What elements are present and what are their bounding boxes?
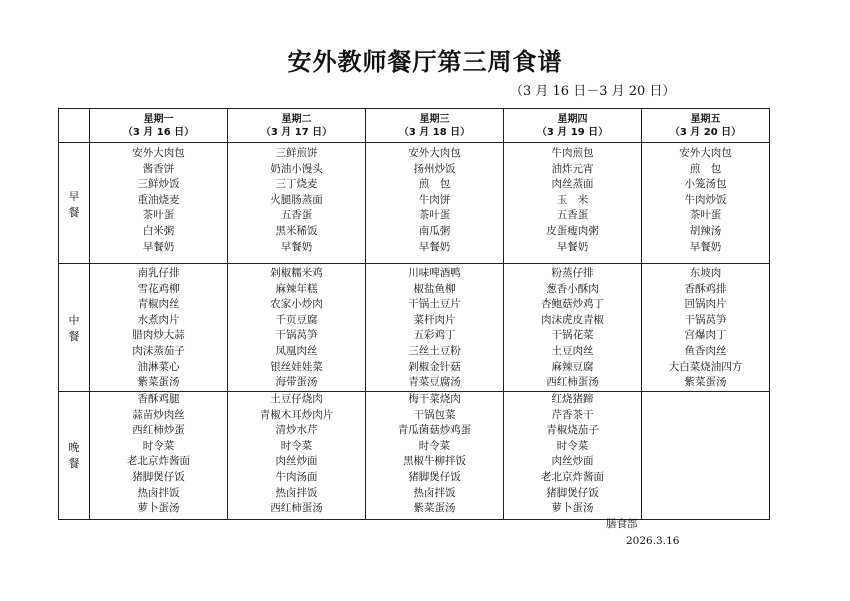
dish-item: 老北京炸酱面 bbox=[541, 470, 604, 483]
dinner-row bbox=[59, 392, 770, 520]
dish-item: 三鲜炒饭 bbox=[137, 178, 180, 191]
dish-item: 粉蒸仔排 bbox=[551, 267, 594, 279]
meal-label-char: 餐 bbox=[68, 205, 80, 219]
menu-cell bbox=[642, 264, 770, 392]
day-name: 星期一 bbox=[143, 113, 174, 125]
dish-item: 重油烧麦 bbox=[137, 193, 180, 206]
dish-item: 南瓜粥 bbox=[418, 224, 451, 237]
breakfast-row bbox=[59, 143, 770, 264]
dish-item: 热卤拌饭 bbox=[137, 486, 180, 499]
menu-cell bbox=[366, 264, 504, 392]
dish-item: 青菜豆腐汤 bbox=[408, 376, 461, 389]
dish-item: 早餐奶 bbox=[418, 240, 451, 253]
dish-item: 菜杆肉片 bbox=[413, 313, 456, 326]
dish-item: 牛肉汤面 bbox=[275, 470, 318, 483]
dish-item: 东坡肉 bbox=[689, 267, 722, 279]
menu-cell bbox=[504, 264, 642, 392]
meal-label bbox=[59, 264, 90, 392]
dish-item: 猪脚煲仔饭 bbox=[408, 470, 461, 483]
meal-label-char: 晚 bbox=[68, 440, 80, 454]
dish-item: 早餐奶 bbox=[556, 240, 589, 253]
dish-item: 猪脚煲仔饭 bbox=[546, 486, 599, 499]
dish-item: 杏鲍菇炒鸡丁 bbox=[541, 298, 604, 311]
dish-item: 萝卜蛋汤 bbox=[137, 502, 180, 515]
dish-item: 胡辣汤 bbox=[689, 224, 722, 237]
dish-item: 土豆仔烧肉 bbox=[270, 393, 323, 405]
dish-item: 川味啤酒鸭 bbox=[408, 267, 461, 279]
day-header-tue bbox=[228, 109, 366, 143]
issue-date: 2026.3.16 bbox=[626, 535, 680, 547]
dish-item: 回锅肉片 bbox=[684, 298, 727, 311]
dish-item: 时令菜 bbox=[280, 439, 313, 452]
dish-item: 安外大肉包 bbox=[408, 147, 461, 159]
dish-item: 银丝娃娃菜 bbox=[270, 360, 323, 373]
lunch-row bbox=[59, 264, 770, 392]
dish-item: 牛肉饼 bbox=[418, 193, 451, 206]
menu-cell bbox=[642, 392, 770, 520]
dish-item: 干锅包菜 bbox=[413, 408, 456, 421]
dish-item: 紫菜蛋汤 bbox=[684, 376, 727, 389]
dish-item: 大白菜烧油四方 bbox=[668, 360, 743, 373]
dish-item: 宫爆肉丁 bbox=[684, 329, 727, 342]
dish-item: 黑椒牛柳拌饭 bbox=[403, 455, 466, 468]
dish-item: 煎 包 bbox=[418, 178, 451, 191]
dish-item: 油淋菜心 bbox=[137, 360, 180, 373]
day-name: 星期二 bbox=[281, 113, 312, 125]
dish-item: 安外大肉包 bbox=[679, 147, 732, 159]
dish-item: 肉丝炒面 bbox=[551, 455, 594, 468]
day-name: 星期三 bbox=[419, 113, 450, 125]
dish-item: 海带蛋汤 bbox=[275, 376, 318, 389]
day-header-thu bbox=[504, 109, 642, 143]
menu-cell bbox=[90, 392, 228, 520]
dish-item: 剁椒金针菇 bbox=[408, 360, 461, 373]
dish-item: 西红柿炒蛋 bbox=[132, 424, 185, 437]
dish-item: 干锅莴笋 bbox=[275, 329, 318, 342]
dish-item: 肉沫蒸茄子 bbox=[132, 344, 185, 357]
dish-item: 红烧猪蹄 bbox=[551, 393, 594, 405]
meal-label-char: 餐 bbox=[68, 329, 80, 343]
dish-item: 芹香茶干 bbox=[551, 408, 594, 421]
dish-item: 五彩鸡丁 bbox=[413, 329, 456, 342]
dish-item: 水煮肉片 bbox=[137, 313, 180, 326]
dish-item: 干锅土豆片 bbox=[408, 298, 461, 311]
dish-item: 皮蛋瘦肉粥 bbox=[546, 224, 599, 237]
dish-item: 青椒肉丝 bbox=[137, 298, 180, 311]
dish-item: 油炸元宵 bbox=[551, 162, 594, 175]
menu-cell bbox=[504, 143, 642, 264]
menu-cell bbox=[366, 392, 504, 520]
dish-item: 麻辣豆腐 bbox=[551, 360, 594, 373]
meal-label bbox=[59, 143, 90, 264]
dish-item: 热卤拌饭 bbox=[413, 486, 456, 499]
dish-item: 酱香饼 bbox=[142, 162, 175, 175]
dish-item: 腊肉炒大蒜 bbox=[132, 329, 185, 342]
menu-cell bbox=[90, 264, 228, 392]
dish-item: 时令菜 bbox=[142, 439, 175, 452]
dish-item: 雪花鸡柳 bbox=[137, 282, 180, 295]
menu-cell bbox=[90, 143, 228, 264]
dish-item: 鱼香肉丝 bbox=[684, 344, 727, 357]
dish-item: 早餐奶 bbox=[689, 240, 722, 253]
dish-item: 早餐奶 bbox=[142, 240, 175, 253]
day-date: （3 月 17 日） bbox=[260, 126, 333, 138]
dish-item: 西红柿蛋汤 bbox=[546, 376, 599, 389]
dish-item: 三丁烧麦 bbox=[275, 178, 318, 191]
meal-label-char: 中 bbox=[68, 313, 80, 327]
dish-item: 扬州炒饭 bbox=[413, 162, 456, 175]
meal-label bbox=[59, 392, 90, 520]
dish-item: 小笼汤包 bbox=[684, 178, 727, 191]
dish-item: 黑米稀饭 bbox=[275, 224, 318, 237]
dish-item: 蒜苗炒肉丝 bbox=[132, 408, 185, 421]
meal-label-char: 早 bbox=[68, 189, 80, 203]
dish-item: 香酥鸡排 bbox=[684, 282, 727, 295]
dish-item: 猪脚煲仔饭 bbox=[132, 470, 185, 483]
dish-item: 三丝土豆粉 bbox=[408, 344, 461, 357]
dish-item: 土豆肉丝 bbox=[551, 344, 594, 357]
dish-item: 五香蛋 bbox=[280, 209, 313, 222]
day-name: 星期五 bbox=[690, 113, 721, 125]
dish-item: 煎 包 bbox=[689, 162, 722, 175]
day-header-fri bbox=[642, 109, 770, 143]
menu-cell bbox=[504, 392, 642, 520]
dish-item: 茶叶蛋 bbox=[142, 209, 175, 222]
dish-item: 紫菜蛋汤 bbox=[137, 376, 180, 389]
dish-item: 热卤拌饭 bbox=[275, 486, 318, 499]
dish-item: 干锅花菜 bbox=[551, 329, 594, 342]
dish-item: 香酥鸡腿 bbox=[137, 393, 180, 405]
corner-cell bbox=[59, 109, 90, 143]
dish-item: 肉丝蒸面 bbox=[551, 178, 594, 191]
dish-item: 牛肉炒饭 bbox=[684, 193, 727, 206]
dish-item: 白米粥 bbox=[142, 224, 175, 237]
dish-item: 梅干菜烧肉 bbox=[408, 393, 461, 405]
dish-item: 茶叶蛋 bbox=[689, 209, 722, 222]
dish-item: 肉沫虎皮青椒 bbox=[541, 313, 604, 326]
dish-item: 时令菜 bbox=[418, 439, 451, 452]
menu-table bbox=[58, 108, 770, 520]
day-date: （3 月 16 日） bbox=[122, 126, 195, 138]
dish-item: 麻辣年糕 bbox=[275, 282, 318, 295]
dish-item: 剁椒糯米鸡 bbox=[270, 267, 323, 279]
department-name: 膳食部 bbox=[606, 518, 638, 530]
dish-item: 西红柿蛋汤 bbox=[270, 502, 323, 515]
dish-item: 农家小炒肉 bbox=[270, 298, 323, 311]
dish-item: 干锅莴笋 bbox=[684, 313, 727, 326]
day-date: （3 月 20 日） bbox=[669, 126, 742, 138]
dish-item: 清炒水芹 bbox=[275, 424, 318, 437]
dish-item: 茶叶蛋 bbox=[418, 209, 451, 222]
menu-cell bbox=[228, 392, 366, 520]
menu-cell bbox=[366, 143, 504, 264]
dish-item: 奶油小馒头 bbox=[270, 162, 323, 175]
week-date-range: （3 月 16 日－3 月 20 日） bbox=[510, 84, 676, 99]
menu-cell bbox=[228, 143, 366, 264]
day-header-mon bbox=[90, 109, 228, 143]
dish-item: 青椒木耳炒肉片 bbox=[259, 408, 334, 421]
dish-item: 五香蛋 bbox=[556, 209, 589, 222]
dish-item: 千页豆腐 bbox=[275, 313, 318, 326]
dish-item: 肉丝炒面 bbox=[275, 455, 318, 468]
dish-item: 早餐奶 bbox=[280, 240, 313, 253]
dish-item: 时令菜 bbox=[556, 439, 589, 452]
dish-item: 椒盐鱼柳 bbox=[413, 282, 456, 295]
dish-item: 紫菜蛋汤 bbox=[413, 502, 456, 515]
dish-item: 老北京炸酱面 bbox=[127, 455, 190, 468]
menu-cell bbox=[642, 143, 770, 264]
dish-item: 牛肉煎包 bbox=[551, 147, 594, 159]
page-title: 安外教师餐厅第三周食谱 bbox=[287, 48, 563, 76]
dish-item: 玉 米 bbox=[556, 193, 589, 206]
header-row bbox=[59, 109, 770, 143]
dish-item: 安外大肉包 bbox=[132, 147, 185, 159]
day-name: 星期四 bbox=[557, 113, 588, 125]
dish-item: 青椒烧茄子 bbox=[546, 424, 599, 437]
dish-item: 凤凰肉丝 bbox=[275, 344, 318, 357]
day-date: （3 月 19 日） bbox=[536, 126, 609, 138]
day-header-wed bbox=[366, 109, 504, 143]
dish-item: 三鲜煎饼 bbox=[275, 147, 318, 159]
dish-item: 南乳仔排 bbox=[137, 267, 180, 279]
dish-item: 青瓜菌菇炒鸡蛋 bbox=[397, 424, 472, 437]
menu-cell bbox=[228, 264, 366, 392]
dish-item: 萝卜蛋汤 bbox=[551, 502, 594, 515]
dish-item: 火腿肠蒸面 bbox=[270, 193, 323, 206]
day-date: （3 月 18 日） bbox=[398, 126, 471, 138]
dish-item: 葱香小酥肉 bbox=[546, 282, 599, 295]
meal-label-char: 餐 bbox=[68, 456, 80, 470]
